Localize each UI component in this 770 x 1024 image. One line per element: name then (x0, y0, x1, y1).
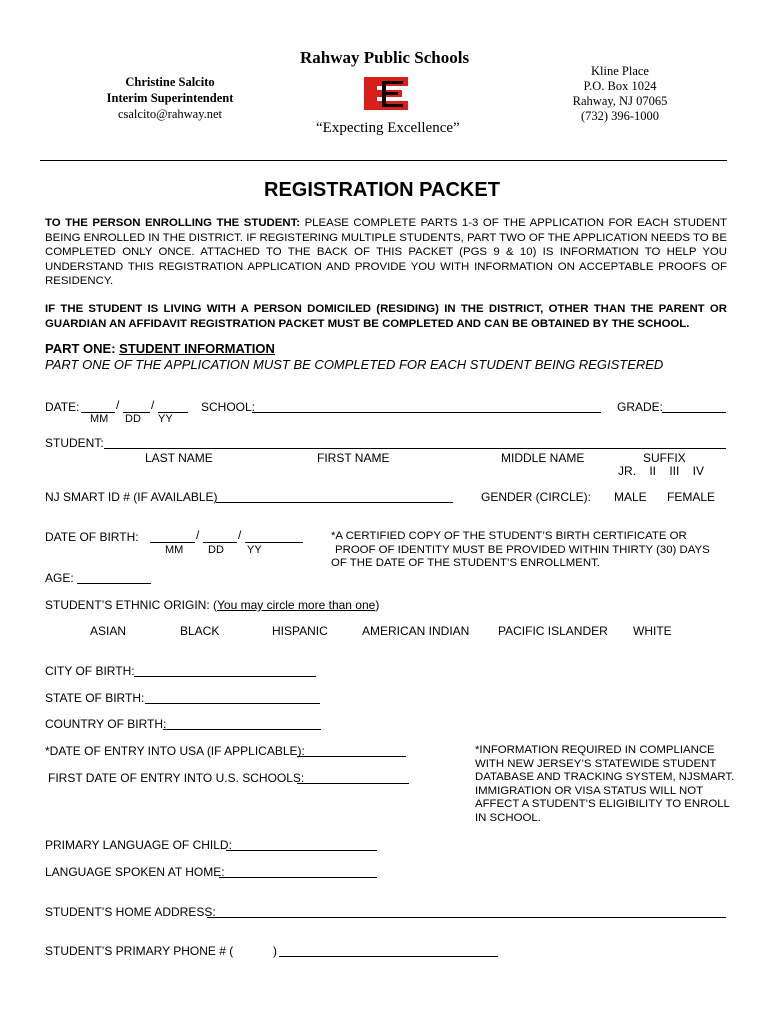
date-dd-caption: DD (125, 413, 141, 425)
ethnic-option-asian[interactable]: ASIAN (90, 624, 127, 638)
primary-phone-label: STUDENT’S PRIMARY PHONE # ( (45, 944, 234, 958)
contact-title: Interim Superintendent (106, 91, 234, 105)
ethnic-option-pacific-islander[interactable]: PACIFIC ISLANDER (498, 624, 608, 638)
country-of-birth-label: COUNTRY OF BIRTH: (45, 717, 167, 731)
date-day-input[interactable] (123, 400, 150, 413)
compliance-note (475, 744, 734, 825)
dob-mm-caption: MM (165, 544, 184, 556)
instructions-text: PLEASE COMPLETE PARTS 1-3 OF THE APPLICATION FOR EACH STUDENT BEING ENROLLED IN THE DISTRICT. IF REGISTERING MULTIPLE STUDENTS, PART TWO OF THE APPLICATION NEEDS TO BE COMPLETED ONLY ONCE. ATTACHED TO THE BACK OF THIS PACKET (PGS 9 & 10) IS INFORMATION TO HELP YOU UNDERSTAND THIS REGISTRATION APPLICATION AND PROVIDE YOU WITH INFORMATION ON ACCEPTABLE PROOFS OF RESIDENCY. (45, 217, 728, 287)
instructions-lead: TO THE PERSON ENROLLING THE STUDENT: (45, 217, 301, 229)
affidavit-paragraph: IF THE STUDENT IS LIVING WITH A PERSON DOMICILED (RESIDING) IN THE DISTRICT, OTHER THAN THE PARENT OR GUARDIAN AN AFFIDAVIT REGISTRATION PACKET MUST BE COMPLETED AND CAN BE OBTAINED BY THE SCHOOL. (45, 303, 727, 330)
country-of-birth-input[interactable] (163, 717, 321, 730)
school-input[interactable] (252, 400, 601, 413)
birth-certificate-note (331, 530, 710, 571)
org-name: Rahway Public Schools (300, 48, 470, 67)
entry-usa-input[interactable] (297, 744, 406, 757)
ethnic-option-american-indian[interactable]: AMERICAN INDIAN (362, 624, 470, 638)
birth-note-line: PROOF OF IDENTITY MUST BE PROVIDED WITHIN THIRTY (30) DAYS (335, 543, 710, 556)
home-language-input[interactable] (219, 865, 377, 878)
ethnic-hint: You may circle more than one (217, 598, 376, 612)
ethnic-label-text: STUDENT’S ETHNIC ORIGIN: ( (45, 598, 218, 612)
compliance-note-line: DATABASE AND TRACKING SYSTEM, NJSMART. (475, 771, 735, 783)
date-sep-2: / (151, 398, 155, 412)
student-name-input[interactable] (104, 436, 726, 449)
suffix-caption: SUFFIX (643, 451, 686, 465)
phone-area-code-input[interactable] (226, 944, 272, 956)
contact-name: Christine Salcito (125, 75, 215, 89)
ethnic-origin-label (45, 598, 379, 612)
primary-language-label: PRIMARY LANGUAGE OF CHILD: (45, 838, 232, 852)
grade-input[interactable] (662, 400, 726, 413)
part-one-heading (45, 341, 275, 356)
date-yy-caption: YY (158, 413, 173, 425)
page-title: REGISTRATION PACKET (264, 179, 500, 201)
date-month-input[interactable] (81, 400, 115, 413)
dob-sep-1: / (196, 528, 200, 542)
district-phone: (732) 396-1000 (580, 109, 660, 123)
dob-month-input[interactable] (150, 530, 195, 543)
address-block (552, 64, 688, 124)
part-one-subheading: PART ONE OF THE APPLICATION MUST BE COMPLETED FOR EACH STUDENT BEING REGISTERED (45, 357, 664, 372)
first-name-caption: FIRST NAME (317, 451, 390, 465)
first-entry-school-input[interactable] (297, 771, 409, 784)
primary-language-input[interactable] (226, 838, 377, 851)
phone-number-input[interactable] (279, 944, 498, 957)
contact-email: csalcito@rahway.net (117, 107, 223, 121)
ethnic-close: ) (375, 598, 380, 612)
smart-id-label: NJ SMART ID # (IF AVAILABLE) (45, 490, 218, 504)
entry-usa-label: *DATE OF ENTRY INTO USA (IF APPLICABLE): (45, 744, 305, 758)
gender-female-option[interactable]: FEMALE (667, 490, 716, 504)
age-input[interactable] (77, 571, 151, 584)
state-of-birth-label: STATE OF BIRTH: (45, 691, 145, 705)
suffix-options: JR. II III IV (618, 464, 705, 478)
home-address-label: STUDENT’S HOME ADDRESS: (45, 905, 216, 919)
ethnic-option-white[interactable]: WHITE (633, 624, 672, 638)
city-of-birth-input[interactable] (134, 664, 316, 677)
district-logo (362, 75, 410, 112)
gender-label: GENDER (CIRCLE): (481, 490, 592, 504)
dob-year-input[interactable] (245, 530, 303, 543)
address-line2: P.O. Box 1024 (583, 79, 657, 93)
part-one-title: STUDENT INFORMATION (119, 341, 275, 356)
header-divider (40, 160, 727, 161)
grade-label: GRADE: (617, 400, 664, 414)
dob-label: DATE OF BIRTH: (45, 530, 139, 544)
student-label: STUDENT: (45, 436, 104, 450)
birth-note-line: OF THE DATE OF THE STUDENT’S ENROLLMENT. (331, 557, 600, 569)
instructions-paragraph (45, 216, 727, 289)
superintendent-block (60, 74, 280, 122)
date-sep-1: / (116, 398, 120, 412)
last-name-caption: LAST NAME (145, 451, 213, 465)
motto: “Expecting Excellence” (316, 120, 460, 136)
date-label: DATE: (45, 400, 80, 414)
part-one-prefix: PART ONE: (45, 341, 120, 356)
dob-dd-caption: DD (208, 544, 224, 556)
compliance-note-line: AFFECT A STUDENT’S ELIGIBILITY TO ENROLL (475, 798, 730, 810)
dob-day-input[interactable] (203, 530, 237, 543)
age-label: AGE: (45, 571, 74, 585)
compliance-note-line: WITH NEW JERSEY’S STATEWIDE STUDENT (475, 757, 717, 770)
ethnic-option-black[interactable]: BLACK (180, 624, 220, 638)
date-year-input[interactable] (158, 400, 188, 413)
school-label: SCHOOL: (201, 400, 256, 414)
dob-sep-2: / (238, 528, 242, 542)
gender-male-option[interactable]: MALE (614, 490, 647, 504)
compliance-note-line: IN SCHOOL. (475, 811, 541, 824)
compliance-note-line: IMMIGRATION OR VISA STATUS WILL NOT (475, 784, 704, 797)
first-entry-school-label: FIRST DATE OF ENTRY INTO U.S. SCHOOLS: (48, 771, 305, 785)
ethnic-option-hispanic[interactable]: HISPANIC (272, 624, 328, 638)
middle-name-caption: MIDDLE NAME (501, 451, 585, 465)
address-line3: Rahway, NJ 07065 (572, 94, 668, 108)
address-line1: Kline Place (591, 64, 649, 78)
phone-close-paren: ) (273, 944, 277, 958)
home-address-input[interactable] (207, 905, 726, 918)
birth-note-line: *A CERTIFIED COPY OF THE STUDENT’S BIRTH CERTIFICATE OR (331, 530, 687, 542)
date-mm-caption: MM (90, 413, 109, 425)
city-of-birth-label: CITY OF BIRTH: (45, 664, 135, 678)
home-language-label: LANGUAGE SPOKEN AT HOME: (45, 865, 225, 879)
smart-id-input[interactable] (216, 490, 453, 503)
compliance-note-line: *INFORMATION REQUIRED IN COMPLIANCE (475, 744, 715, 756)
dob-yy-caption: YY (247, 544, 262, 556)
state-of-birth-input[interactable] (145, 691, 320, 704)
